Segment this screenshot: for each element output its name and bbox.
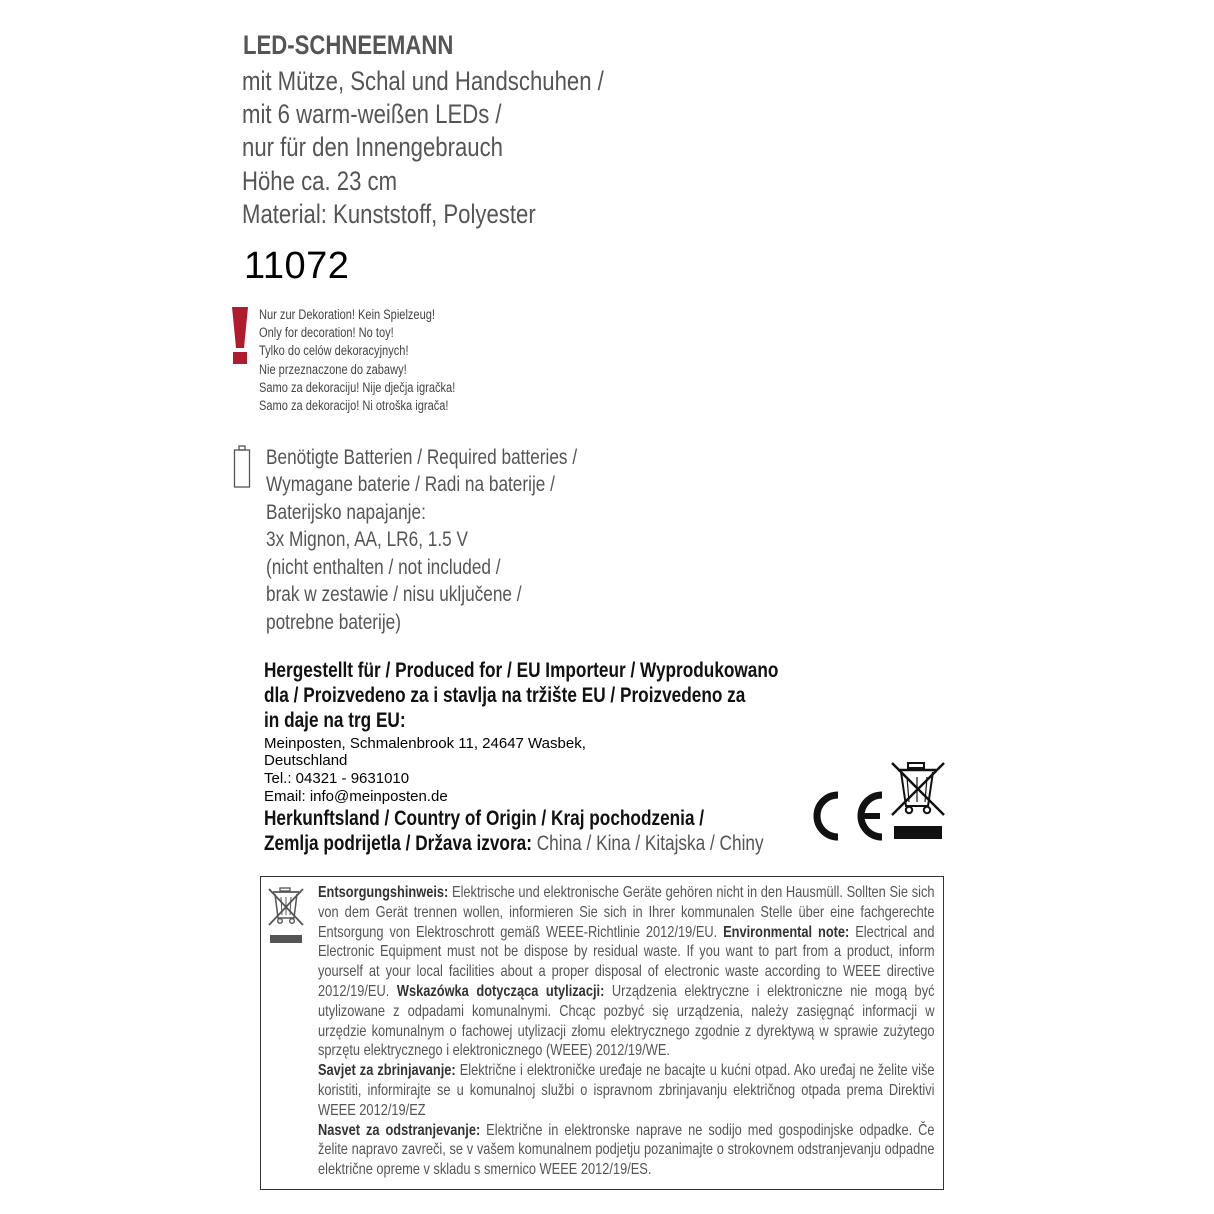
warning-line: Samo za dekoraciju! Nije dječja igračka! [259, 380, 456, 395]
battery-line: Benötigte Batterien / Required batteries / [266, 446, 578, 469]
warning-line: Samo za dekoracijo! Ni otroška igrača! [259, 398, 449, 413]
warning-line: Only for decoration! No toy! [259, 325, 394, 340]
product-line: nur für den Innengebrauch [242, 132, 503, 162]
origin-label: Zemlja podrijetla / Država izvora: [264, 832, 532, 855]
battery-icon [233, 445, 251, 489]
disposal-text-de: Elektrische und elektronische Geräte gehören nicht in den Hausmüll. Sollten Sie sich von dem Gerät trennen wollen, informieren Sie sich in Ihrer kommunalen Stelle über eine fachgerechte Entsorgung von Elektroschrott gemäß WEEE-Richtlinie 2012/19/EU. [318, 884, 935, 941]
warning-line: Nie przeznaczone do zabawy! [259, 362, 407, 377]
disposal-text-hr: Električne i elektroničke uređaje ne bacajte u kućni otpad. Ako uređaj ne želite više koristiti, informirajte se u komunalnoj službi o ispravnom zbrinjavanju električnog otpada prema Direktivi WEEE 2012/19/EZ [318, 1062, 935, 1119]
disposal-label-sl: Nasvet za odstranjevanje: [318, 1121, 481, 1139]
disposal-text-en: Electrical and Electronic Equipment must not be dispose by residual waste. If you want to part from a product, inform yourself at your local facilities about a proper disposal of electronic waste according to WEEE directive 2012/19/EU. [318, 923, 935, 1000]
disposal-label-de: Entsorgungshinweis: [318, 884, 449, 901]
address-line: Deutschland [264, 752, 348, 769]
address-line: Email: info@meinposten.de [264, 788, 448, 805]
disposal-notice-text [318, 883, 935, 1180]
disposal-label-pl: Wskazówka dotycząca utylizacji: [396, 982, 605, 1000]
product-line: mit Mütze, Schal und Handschuhen / [242, 66, 604, 96]
battery-line: Wymagane baterie / Radi na baterije / [266, 473, 555, 496]
product-line: Material: Kunststoff, Polyester [242, 199, 536, 229]
manufacturer-heading: in daje na trg EU: [264, 709, 406, 732]
warning-line: Nur zur Dekoration! Kein Spielzeug! [259, 307, 435, 322]
warning-line: Tylko do celów dekoracyjnych! [259, 343, 409, 358]
origin-line [264, 832, 764, 856]
crossed-bin-icon [266, 885, 306, 945]
disposal-label-hr: Savjet za zbrinjavanje: [318, 1062, 456, 1080]
manufacturer-heading: dla / Proizvedeno za i stavlja na tržište EU / Proizvedeno za [264, 684, 746, 707]
battery-line: brak w zestawie / nisu uključene / [266, 583, 522, 606]
disposal-label-en: Environmental note: [723, 923, 850, 941]
ce-mark-icon [810, 790, 888, 842]
exclamation-icon [229, 300, 251, 370]
product-title: LED-SCHNEEMANN [243, 30, 454, 60]
battery-line: 3x Mignon, AA, LR6, 1.5 V [266, 528, 468, 551]
battery-line: Baterijsko napajanje: [266, 501, 426, 524]
manufacturer-heading: Hergestellt für / Produced for / EU Importeur / Wyprodukowano [264, 659, 779, 682]
origin-label: Herkunftsland / Country of Origin / Kraj pochodzenia / [264, 807, 705, 830]
origin-value: China / Kina / Kitajska / Chiny [531, 832, 764, 855]
product-line: mit 6 warm-weißen LEDs / [242, 99, 502, 129]
address-line: Meinposten, Schmalenbrook 11, 24647 Wasbek, [264, 735, 586, 752]
disposal-text-sl: Električne in elektronske naprave ne sodijo med gospodinjske odpadke. Če želite napravo zavreči, se v vašem komunalnem podjetju pozanimajte o strokovnem odstranjevanju odpadne električne opreme v skladu s smernico WEEE 2012/19/ES. [318, 1121, 935, 1179]
battery-line: potrebne baterije) [266, 611, 401, 634]
disposal-text-pl: Urządzenia elektryczne i elektroniczne nie mogą być utylizowane z odpadami komunalnymi. Chcąc pozbyć się urządzenia, należy zasięgnąć informacji w urzędzie komunalnym o fachowej utylizacji złomu elektrycznego zgodnie z dyrektywą w sprawie zużytego sprzętu elektrycznego i elektronicznego (WEEE) 2012/19/WE. [318, 982, 935, 1060]
address-line: Tel.: 04321 - 9631010 [264, 770, 410, 787]
product-line: Höhe ca. 23 cm [242, 166, 398, 196]
battery-line: (nicht enthalten / not included / [266, 556, 501, 579]
crossed-bin-icon [889, 760, 947, 842]
article-number: 11072 [244, 245, 350, 287]
